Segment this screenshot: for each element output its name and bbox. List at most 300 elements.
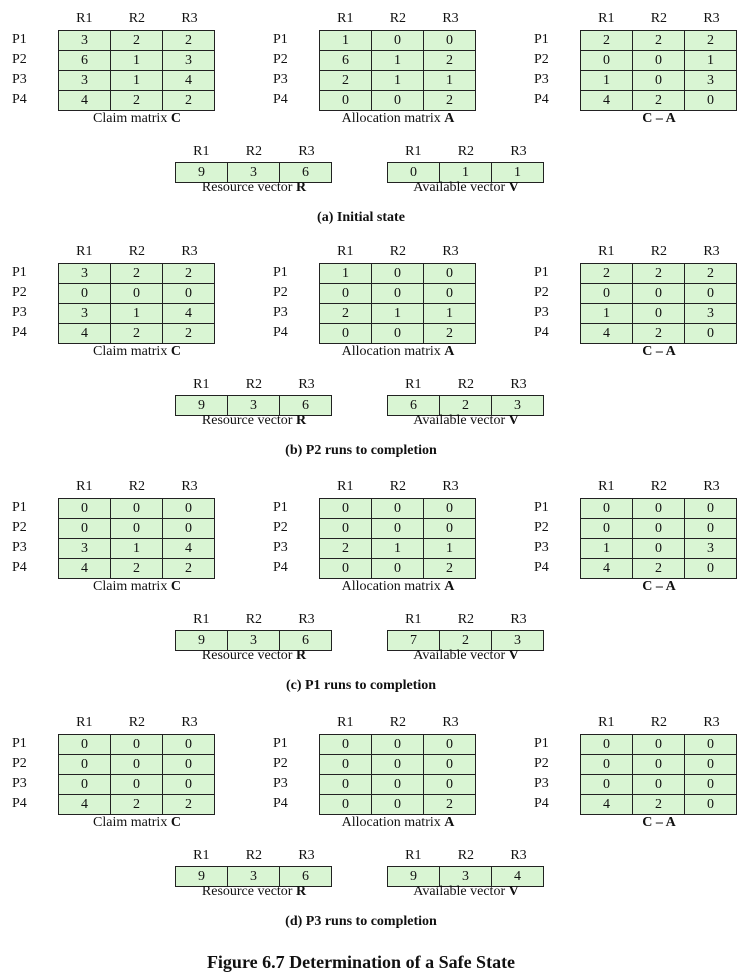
caption-text: Available vector [413,884,509,899]
matrix-cell: 0 [685,519,737,539]
claim-matrix-grid [58,30,215,111]
available-vector-caption [387,412,545,430]
matrix-cell: 1 [111,304,163,324]
matrix-row [59,735,215,755]
vector-cell: 3 [440,867,492,887]
matrix-cell: 2 [424,795,476,815]
panel-d [0,714,747,944]
row-label: P4 [12,92,27,107]
vector-cell: 3 [228,163,280,183]
caption-symbol: V [508,413,519,428]
column-headers [175,847,333,865]
matrix-cell: 2 [633,264,685,284]
allocation-matrix [273,478,483,594]
column-headers [319,714,477,732]
row-label: P1 [273,500,288,515]
need-matrix [534,714,744,830]
matrix-cell: 2 [633,91,685,111]
matrix-cell: 0 [111,755,163,775]
row-label: P2 [12,52,27,67]
matrix-cell: 0 [685,499,737,519]
matrix-cell: 0 [163,284,215,304]
row-label: P1 [534,736,549,751]
matrix-cell: 2 [111,559,163,579]
matrix-cell: 0 [320,775,372,795]
claim-matrix-grid [58,263,215,344]
matrix-cell: 2 [111,91,163,111]
matrix-cell: 0 [111,735,163,755]
caption-symbol: C [170,579,181,594]
column-label: R1 [337,11,354,26]
matrix-cell: 0 [581,51,633,71]
matrix-cell: 2 [320,304,372,324]
matrix-cell: 6 [59,51,111,71]
column-headers [319,10,477,28]
column-label: R2 [650,479,668,494]
matrix-row [59,31,215,51]
matrix-cell: 3 [59,264,111,284]
caption-symbol: A [444,344,455,359]
row-headers [534,498,564,578]
allocation-matrix-caption [319,578,477,596]
matrix-row [581,539,737,559]
row-headers [273,263,303,343]
matrix-cell: 0 [424,499,476,519]
matrix-cell: 2 [163,31,215,51]
need-matrix-grid [580,263,737,344]
panel-c [0,478,747,708]
matrix-cell: 2 [111,264,163,284]
matrix-cell: 0 [424,31,476,51]
column-label: R1 [598,715,615,730]
caption-text: Resource vector [201,413,296,428]
matrix-row [59,284,215,304]
matrix-cell: 2 [163,795,215,815]
matrix-cell: 0 [320,284,372,304]
column-label: R2 [245,144,263,159]
row-headers [534,263,564,343]
matrix-cell: 0 [320,755,372,775]
matrix-cell: 0 [372,795,424,815]
matrix-cell: 0 [633,539,685,559]
row-label: P3 [534,540,549,555]
matrix-cell: 4 [163,71,215,91]
row-label: P3 [273,540,288,555]
claim-matrix-caption [58,343,216,361]
column-label: R1 [193,848,210,863]
matrix-row [320,284,476,304]
row-headers [12,30,42,110]
row-label: P4 [12,796,27,811]
caption-text: Resource vector [201,180,296,195]
column-label: R2 [128,479,146,494]
matrix-cell: 0 [59,755,111,775]
matrix-cell: 0 [581,775,633,795]
matrix-cell: 0 [685,324,737,344]
resource-vector-caption [175,412,333,430]
matrix-cell: 0 [372,519,424,539]
matrix-row [320,31,476,51]
matrix-cell: 0 [372,559,424,579]
column-label: R2 [245,377,263,392]
matrix-row [59,71,215,91]
row-label: P4 [534,325,549,340]
resource-vector-caption [175,647,333,665]
matrix-cell: 1 [372,71,424,91]
vector-cell: 1 [492,163,544,183]
column-headers [580,243,738,261]
need-matrix-caption [580,578,738,596]
matrix-row [320,559,476,579]
matrix-cell: 0 [424,264,476,284]
panel-a [0,10,747,240]
matrix-row [59,755,215,775]
column-label: R2 [245,848,263,863]
matrix-cell: 4 [581,91,633,111]
caption-symbol: C – A [642,579,676,594]
caption-text: Allocation matrix [341,344,445,359]
panel-title: (a) Initial state [317,210,405,225]
matrix-cell: 0 [581,499,633,519]
row-label: P4 [534,796,549,811]
matrix-row [320,519,476,539]
allocation-matrix-caption [319,814,477,832]
matrix-cell: 2 [424,51,476,71]
need-matrix-caption [580,110,738,128]
matrix-row [320,91,476,111]
row-label: P2 [12,520,27,535]
matrix-cell: 1 [372,304,424,324]
row-label: P1 [273,32,288,47]
row-label: P1 [534,265,549,280]
matrix-row [59,795,215,815]
matrix-row [581,51,737,71]
matrix-cell: 0 [424,284,476,304]
matrix-cell: 2 [163,324,215,344]
matrix-cell: 0 [685,559,737,579]
matrix-cell: 2 [424,91,476,111]
column-label: R3 [442,11,459,26]
vector-cell: 6 [280,396,332,416]
matrix-cell: 0 [320,559,372,579]
vector-cell: 3 [492,631,544,651]
matrix-cell: 0 [59,284,111,304]
matrix-cell: 0 [685,91,737,111]
matrix-cell: 0 [320,735,372,755]
row-label: P4 [12,325,27,340]
vector-cell: 2 [440,396,492,416]
matrix-cell: 1 [111,51,163,71]
column-headers [387,847,545,865]
matrix-cell: 3 [685,304,737,324]
available-vector [387,143,547,203]
caption-symbol: C [170,111,181,126]
claim-matrix-grid [58,734,215,815]
row-headers [12,734,42,814]
need-matrix [534,478,744,594]
column-label: R3 [181,715,198,730]
matrix-row [59,91,215,111]
column-label: R1 [337,715,354,730]
column-headers [387,376,545,394]
row-label: P4 [12,560,27,575]
row-headers [534,30,564,110]
matrix-row [59,775,215,795]
row-label: P1 [12,500,27,515]
row-label: P1 [534,32,549,47]
row-label: P4 [273,325,288,340]
row-label: P4 [273,796,288,811]
matrix-row [581,31,737,51]
matrix-cell: 3 [59,539,111,559]
matrix-cell: 0 [320,499,372,519]
available-vector [387,847,547,907]
column-label: R2 [389,715,407,730]
resource-vector-caption [175,179,333,197]
claim-matrix-caption [58,578,216,596]
matrix-cell: 0 [111,499,163,519]
need-matrix-grid [580,734,737,815]
caption-symbol: R [295,413,307,428]
caption-text: Claim matrix [93,815,171,830]
row-headers [534,734,564,814]
vector-cell: 6 [280,631,332,651]
matrix-cell: 0 [424,775,476,795]
matrix-row [59,559,215,579]
matrix-cell: 0 [633,755,685,775]
available-vector [387,611,547,671]
claim-matrix-caption [58,110,216,128]
panel-title: (d) P3 runs to completion [285,914,437,929]
matrix-cell: 1 [111,539,163,559]
matrix-cell: 1 [581,539,633,559]
matrix-cell: 0 [111,775,163,795]
figure-title: Figure 6.7 Determination of a Safe State [206,952,516,972]
allocation-matrix-grid [319,498,476,579]
matrix-cell: 0 [424,755,476,775]
matrix-cell: 0 [581,284,633,304]
matrix-row [581,324,737,344]
matrix-cell: 0 [685,735,737,755]
available-vector-caption [387,647,545,665]
matrix-cell: 1 [320,264,372,284]
column-label: R2 [650,244,668,259]
column-label: R3 [703,11,720,26]
vector-cell: 7 [388,631,440,651]
matrix-row [320,795,476,815]
matrix-cell: 4 [59,324,111,344]
row-label: P2 [273,52,288,67]
matrix-cell: 4 [59,91,111,111]
column-label: R2 [457,848,475,863]
allocation-matrix-grid [319,30,476,111]
matrix-cell: 0 [633,519,685,539]
vector-cell: 9 [176,631,228,651]
caption-symbol: C – A [642,815,676,830]
matrix-row [320,775,476,795]
matrix-row [59,51,215,71]
column-headers [387,143,545,161]
vector-cell: 3 [228,396,280,416]
matrix-cell: 2 [581,31,633,51]
caption-symbol: C – A [642,344,676,359]
caption-text: Allocation matrix [341,111,445,126]
matrix-cell: 2 [685,31,737,51]
matrix-cell: 4 [581,795,633,815]
vector-cell: 9 [388,867,440,887]
claim-matrix [12,478,222,594]
matrix-cell: 0 [372,31,424,51]
row-label: P1 [534,500,549,515]
matrix-cell: 0 [111,284,163,304]
column-label: R1 [76,244,93,259]
matrix-cell: 2 [163,264,215,284]
matrix-cell: 1 [424,539,476,559]
row-label: P4 [273,560,288,575]
matrix-row [581,755,737,775]
matrix-row [320,71,476,91]
column-label: R2 [128,715,146,730]
caption-symbol: A [444,111,455,126]
claim-matrix [12,714,222,830]
column-label: R2 [389,244,407,259]
matrix-row [581,775,737,795]
vector-cell: 9 [176,396,228,416]
matrix-cell: 3 [59,31,111,51]
matrix-cell: 0 [581,519,633,539]
resource-vector-caption [175,883,333,901]
column-label: R3 [703,479,720,494]
row-label: P3 [534,72,549,87]
matrix-cell: 2 [424,324,476,344]
column-label: R3 [298,377,315,392]
row-label: P4 [534,92,549,107]
caption-symbol: A [444,579,455,594]
column-label: R3 [442,244,459,259]
row-label: P1 [273,265,288,280]
matrix-cell: 2 [320,71,372,91]
matrix-cell: 0 [633,71,685,91]
matrix-cell: 0 [163,519,215,539]
matrix-cell: 1 [424,304,476,324]
matrix-cell: 4 [59,795,111,815]
matrix-row [320,304,476,324]
matrix-row [581,499,737,519]
row-label: P4 [534,560,549,575]
matrix-cell: 2 [111,795,163,815]
resource-vector [175,611,335,671]
matrix-cell: 0 [685,284,737,304]
matrix-cell: 3 [59,71,111,91]
panel-title: (c) P1 runs to completion [285,678,437,693]
caption-symbol: R [295,884,307,899]
matrix-cell: 2 [320,539,372,559]
matrix-cell: 0 [685,795,737,815]
matrix-cell: 0 [59,499,111,519]
row-headers [273,30,303,110]
caption-text: Resource vector [201,884,296,899]
matrix-cell: 2 [111,31,163,51]
matrix-row [581,284,737,304]
column-headers [175,376,333,394]
caption-symbol: V [508,648,519,663]
matrix-cell: 0 [372,735,424,755]
matrix-cell: 0 [424,735,476,755]
matrix-cell: 0 [424,519,476,539]
matrix-cell: 2 [163,559,215,579]
caption-symbol: V [508,884,519,899]
row-label: P1 [12,265,27,280]
vector-cell: 6 [388,396,440,416]
matrix-row [581,91,737,111]
vector-cell: 3 [492,396,544,416]
matrix-cell: 0 [372,755,424,775]
matrix-row [320,755,476,775]
matrix-row [581,71,737,91]
matrix-cell: 2 [424,559,476,579]
column-headers [319,478,477,496]
column-headers [387,611,545,629]
row-label: P2 [12,756,27,771]
row-label: P2 [273,285,288,300]
column-label: R1 [193,377,210,392]
column-label: R1 [193,144,210,159]
matrix-cell: 2 [633,324,685,344]
column-label: R1 [405,612,422,627]
matrix-cell: 0 [633,304,685,324]
row-headers [12,498,42,578]
matrix-cell: 4 [581,324,633,344]
allocation-matrix-grid [319,263,476,344]
caption-symbol: R [295,180,307,195]
vector-cell: 2 [440,631,492,651]
row-label: P3 [273,72,288,87]
matrix-cell: 0 [59,519,111,539]
need-matrix-grid [580,498,737,579]
matrix-cell: 0 [372,324,424,344]
matrix-cell: 6 [320,51,372,71]
matrix-cell: 3 [685,71,737,91]
row-label: P2 [534,52,549,67]
need-matrix [534,243,744,359]
column-headers [58,478,216,496]
column-label: R2 [128,11,146,26]
allocation-matrix [273,714,483,830]
matrix-cell: 0 [111,519,163,539]
matrix-row [581,264,737,284]
matrix-cell: 2 [163,91,215,111]
matrix-row [59,539,215,559]
resource-vector [175,847,335,907]
row-label: P1 [12,32,27,47]
column-label: R2 [457,377,475,392]
column-headers [58,10,216,28]
matrix-cell: 3 [59,304,111,324]
matrix-cell: 2 [633,31,685,51]
matrix-cell: 0 [320,519,372,539]
vector-cell: 0 [388,163,440,183]
panel-title: (b) P2 runs to completion [285,443,437,458]
column-headers [580,714,738,732]
matrix-cell: 1 [372,539,424,559]
column-label: R3 [442,479,459,494]
caption-text: Allocation matrix [341,579,445,594]
matrix-cell: 1 [111,71,163,91]
matrix-cell: 0 [320,91,372,111]
matrix-cell: 0 [163,755,215,775]
resource-vector [175,376,335,436]
column-label: R2 [389,11,407,26]
